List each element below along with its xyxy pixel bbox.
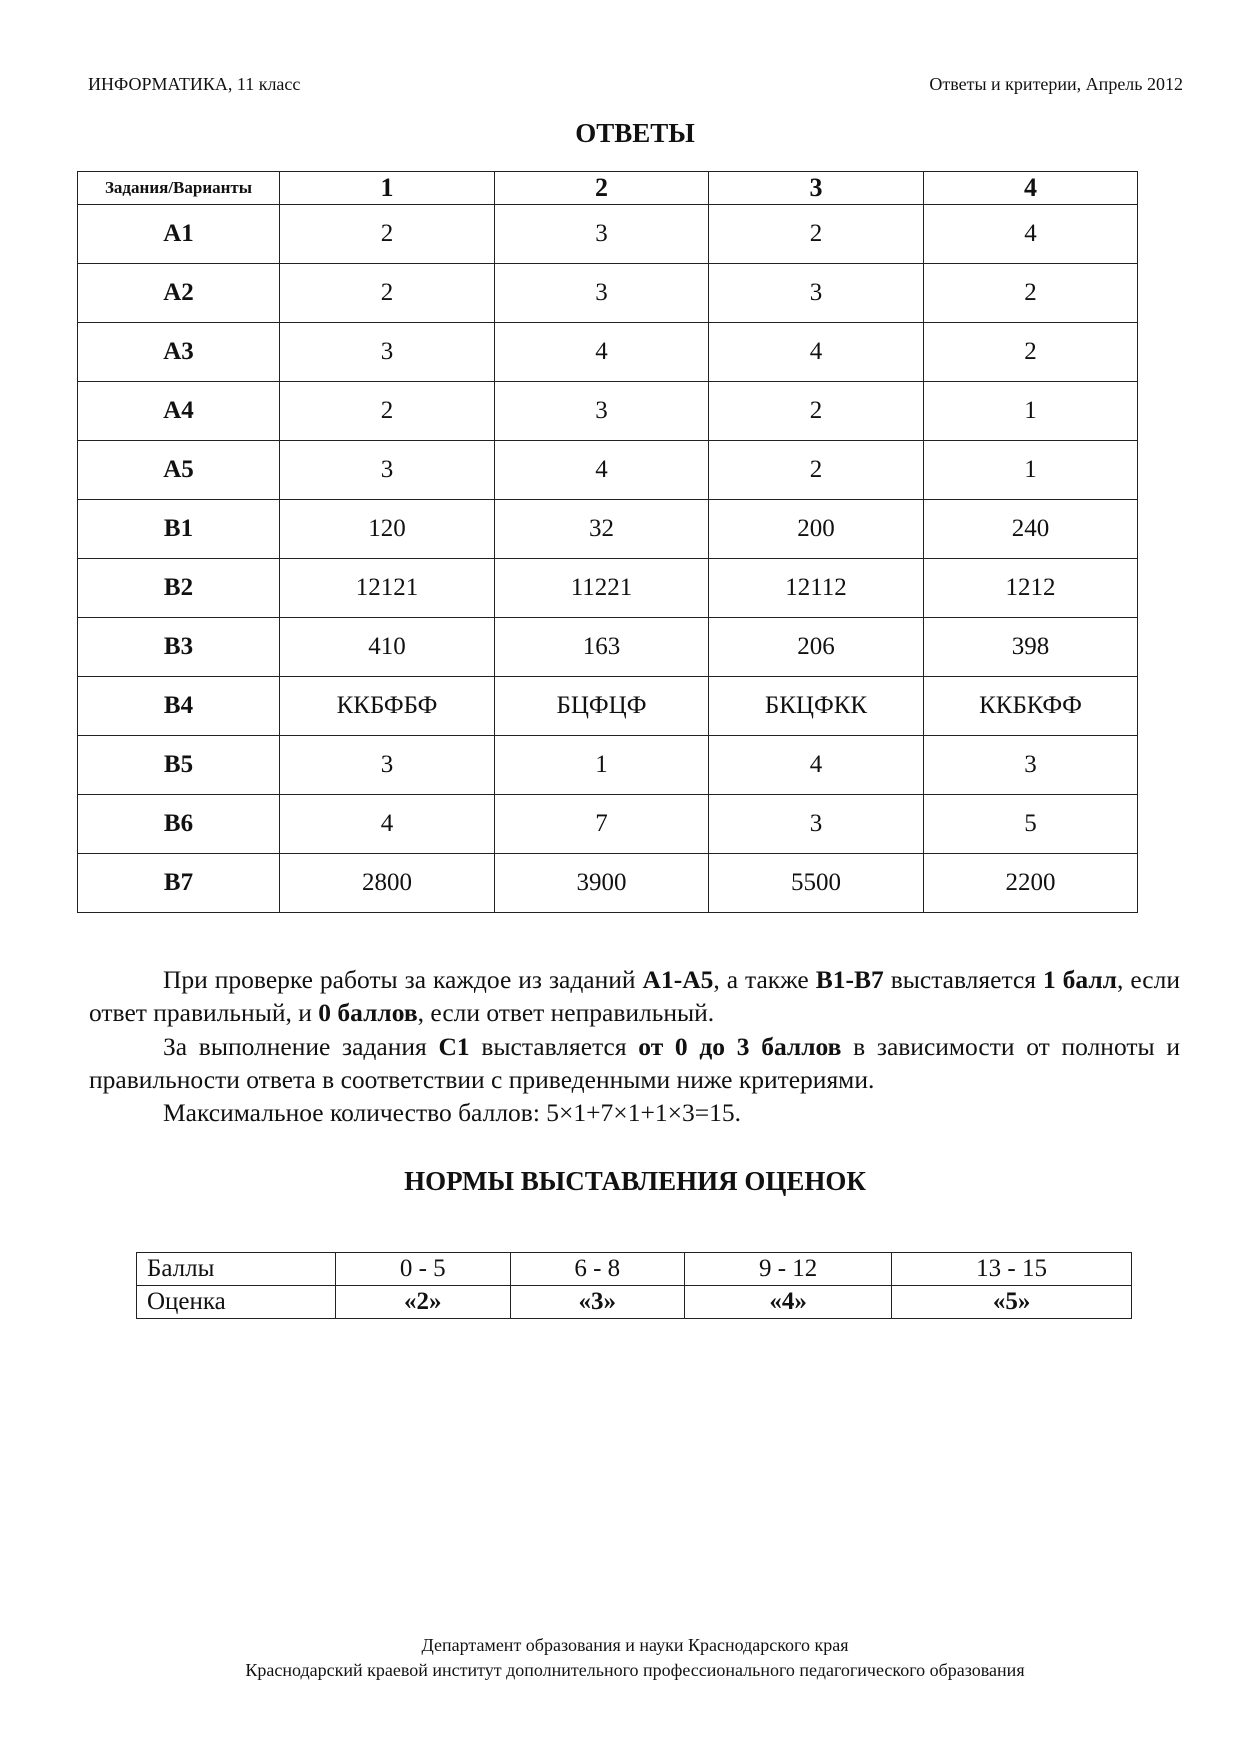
variant-header: 2	[495, 172, 709, 205]
scoring-paragraph-1: При проверке работы за каждое из заданий A1-A5, а также B1-B7 выставляется 1 балл, если ответ правильный, и 0 баллов, если ответ неправильный.	[89, 965, 1180, 1027]
grade-label: Оценка	[137, 1286, 336, 1319]
header-document-info: Ответы и критерии, Апрель 2012	[929, 74, 1183, 94]
answer-value: 1	[924, 441, 1138, 500]
answer-value: 3900	[495, 854, 709, 913]
answer-value: ККБФБФ	[280, 677, 495, 736]
task-id: B4	[78, 677, 280, 736]
answer-value: 32	[495, 500, 709, 559]
answer-value: 4	[495, 323, 709, 382]
answers-corner-header: Задания/Варианты	[78, 172, 280, 205]
answer-value: 7	[495, 795, 709, 854]
answers-table	[77, 171, 1138, 913]
answer-value: 2	[924, 323, 1138, 382]
grades-score-row	[137, 1253, 1132, 1286]
task-id: B1	[78, 500, 280, 559]
grade-mark: «2»	[336, 1286, 511, 1319]
grades-table	[136, 1252, 1132, 1319]
task-id: A2	[78, 264, 280, 323]
answer-row	[78, 500, 1138, 559]
answer-value: 3	[280, 323, 495, 382]
answer-row	[78, 736, 1138, 795]
answer-value: 1	[495, 736, 709, 795]
grades-mark-row	[137, 1286, 1132, 1319]
answer-value: 3	[280, 441, 495, 500]
grade-mark: «3»	[510, 1286, 685, 1319]
answer-value: 2	[280, 205, 495, 264]
answer-value: 410	[280, 618, 495, 677]
answer-value: 2	[709, 205, 924, 264]
answer-value: 2	[709, 441, 924, 500]
answer-value: 3	[709, 795, 924, 854]
answer-value: 398	[924, 618, 1138, 677]
answer-value: 2	[924, 264, 1138, 323]
answer-value: 3	[709, 264, 924, 323]
grades-title: НОРМЫ ВЫСТАВЛЕНИЯ ОЦЕНОК	[404, 1166, 866, 1196]
answer-value: 5	[924, 795, 1138, 854]
scoring-paragraph-2: За выполнение задания C1 выставляется от 0 до 3 баллов в зависимости от полноты и правильности ответа в соответствии с приведенными ниже критериями.	[89, 1032, 1180, 1094]
grade-mark: «4»	[685, 1286, 892, 1319]
answer-value: 3	[280, 736, 495, 795]
task-id: A4	[78, 382, 280, 441]
answer-value: 2	[280, 264, 495, 323]
answer-row	[78, 441, 1138, 500]
score-range: 9 - 12	[685, 1253, 892, 1286]
answer-value: 12121	[280, 559, 495, 618]
task-id: B7	[78, 854, 280, 913]
answer-value: 5500	[709, 854, 924, 913]
answer-value: 120	[280, 500, 495, 559]
max-score-paragraph: Максимальное количество баллов: 5×1+7×1+1×3=15.	[163, 1098, 741, 1127]
task-id: B2	[78, 559, 280, 618]
footer-department: Департамент образования и науки Краснодарского края	[421, 1635, 849, 1655]
task-id: A5	[78, 441, 280, 500]
answer-value: 4	[709, 323, 924, 382]
answer-value: 2	[280, 382, 495, 441]
task-id: B6	[78, 795, 280, 854]
score-range: 13 - 15	[892, 1253, 1132, 1286]
answer-row	[78, 677, 1138, 736]
answer-value: 240	[924, 500, 1138, 559]
answer-row	[78, 205, 1138, 264]
answer-value: 12112	[709, 559, 924, 618]
grade-mark: «5»	[892, 1286, 1132, 1319]
task-id: A3	[78, 323, 280, 382]
answer-value: 1	[924, 382, 1138, 441]
header-subject: ИНФОРМАТИКА, 11 класс	[88, 74, 301, 94]
answer-row	[78, 559, 1138, 618]
answer-value: 3	[495, 382, 709, 441]
answers-header-row	[78, 172, 1138, 205]
answer-value: 4	[709, 736, 924, 795]
answer-value: 206	[709, 618, 924, 677]
task-id: B5	[78, 736, 280, 795]
footer-institute: Краснодарский краевой институт дополнительного профессионального педагогического образования	[245, 1660, 1025, 1680]
answer-row	[78, 854, 1138, 913]
task-id: A1	[78, 205, 280, 264]
score-range: 6 - 8	[510, 1253, 685, 1286]
answer-value: 4	[495, 441, 709, 500]
answer-row	[78, 618, 1138, 677]
answers-title: ОТВЕТЫ	[575, 118, 695, 148]
answer-value: 4	[924, 205, 1138, 264]
answer-row	[78, 264, 1138, 323]
answer-value: 4	[280, 795, 495, 854]
answer-value: 3	[495, 205, 709, 264]
answer-value: ККБКФФ	[924, 677, 1138, 736]
answer-value: 1212	[924, 559, 1138, 618]
answer-value: 2200	[924, 854, 1138, 913]
score-range: 0 - 5	[336, 1253, 511, 1286]
answer-value: 163	[495, 618, 709, 677]
answer-value: 3	[924, 736, 1138, 795]
answer-value: БЦФЦФ	[495, 677, 709, 736]
variant-header: 3	[709, 172, 924, 205]
answer-row	[78, 323, 1138, 382]
answer-value: 3	[495, 264, 709, 323]
answer-row	[78, 795, 1138, 854]
answer-row	[78, 382, 1138, 441]
answer-value: БКЦФКК	[709, 677, 924, 736]
answer-value: 11221	[495, 559, 709, 618]
task-id: B3	[78, 618, 280, 677]
answer-value: 2800	[280, 854, 495, 913]
answer-value: 200	[709, 500, 924, 559]
score-label: Баллы	[137, 1253, 336, 1286]
answer-value: 2	[709, 382, 924, 441]
variant-header: 4	[924, 172, 1138, 205]
variant-header: 1	[280, 172, 495, 205]
